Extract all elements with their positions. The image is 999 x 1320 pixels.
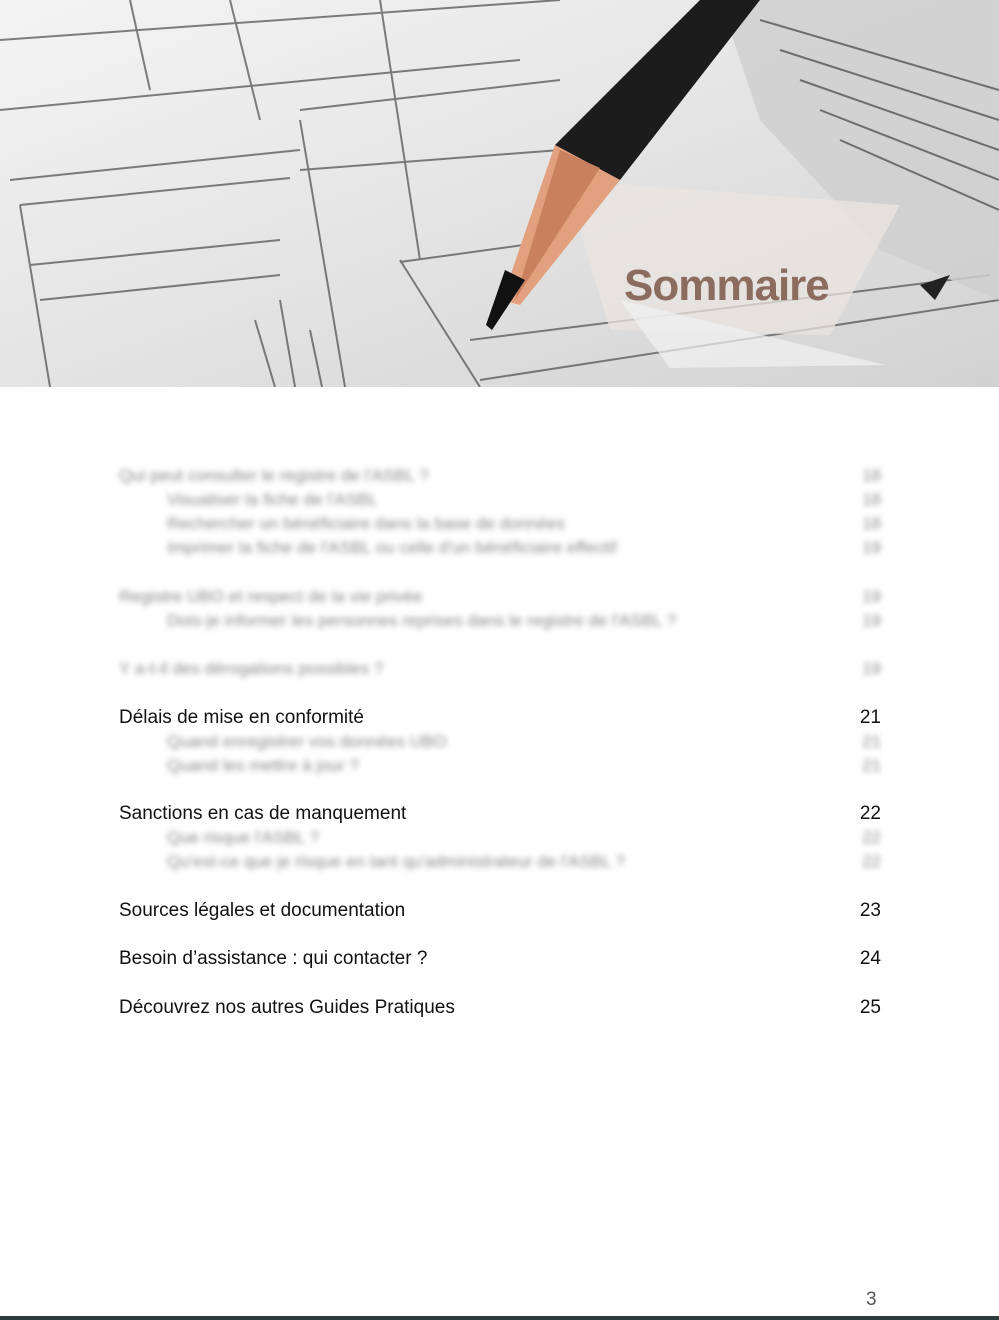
toc-entry[interactable] bbox=[119, 657, 881, 681]
toc-entry[interactable] bbox=[119, 464, 881, 488]
toc-spacer bbox=[119, 633, 881, 658]
toc-spacer bbox=[119, 923, 881, 948]
toc-subentry-page: 21 bbox=[862, 755, 881, 775]
toc-subentry-label: Quand enregistrer vos données UBO bbox=[167, 731, 447, 751]
toc-subentry-page: 18 bbox=[862, 490, 881, 509]
toc-spacer bbox=[119, 681, 881, 706]
toc-subentry-label: Dois-je informer les personnes reprises dans le registre de l'ASBL ? bbox=[167, 610, 677, 630]
toc-subentry-label: Visualiser la fiche de l'ASBL bbox=[167, 490, 378, 509]
toc-spacer bbox=[119, 560, 881, 585]
toc-entry[interactable] bbox=[119, 802, 881, 826]
toc-entry-page: 19 bbox=[862, 586, 881, 606]
toc-subentry-label: Que risque l'ASBL ? bbox=[167, 828, 319, 847]
toc-subentry[interactable] bbox=[119, 488, 881, 512]
toc-subentry-page: 19 bbox=[862, 538, 881, 557]
toc-subentry[interactable] bbox=[119, 850, 881, 874]
toc-spacer bbox=[119, 971, 881, 996]
toc-subentry[interactable] bbox=[119, 536, 881, 560]
table-of-contents bbox=[119, 464, 881, 1020]
blueprint-illustration bbox=[0, 0, 999, 387]
toc-subentry-label: Qu'est-ce que je risque en tant qu'administrateur de l'ASBL ? bbox=[167, 852, 625, 871]
header-photo bbox=[0, 0, 999, 387]
toc-subentry-page: 22 bbox=[862, 852, 881, 871]
page-number: 3 bbox=[866, 1289, 877, 1310]
toc-entry-label: Besoin d’assistance : qui contacter ? bbox=[119, 948, 428, 969]
toc-subentry-page: 22 bbox=[862, 828, 881, 847]
toc-subentry[interactable] bbox=[119, 512, 881, 536]
toc-entry[interactable] bbox=[119, 899, 881, 923]
toc-entry-label: Découvrez nos autres Guides Pratiques bbox=[119, 996, 455, 1018]
toc-entry-label: Sources légales et documentation bbox=[119, 899, 406, 921]
toc-subentry[interactable] bbox=[119, 730, 881, 754]
toc-subentry-label: Rechercher un bénéficiaire dans la base de données bbox=[167, 514, 565, 533]
toc-entry-page: 21 bbox=[859, 706, 881, 728]
toc-subentry[interactable] bbox=[119, 754, 881, 778]
toc-entry-label: Registre UBO et respect de la vie privée bbox=[119, 586, 423, 606]
toc-entry[interactable] bbox=[119, 996, 881, 1020]
toc-subentry-label: Imprimer la fiche de l'ASBL ou celle d'un bénéficiaire effectif bbox=[167, 538, 617, 557]
toc-entry-page: 18 bbox=[862, 466, 881, 485]
toc-subentry-page: 18 bbox=[862, 514, 881, 533]
toc-entry-label: Sanctions en cas de manquement bbox=[119, 803, 407, 824]
toc-entry[interactable] bbox=[119, 585, 881, 609]
toc-spacer bbox=[119, 778, 881, 803]
toc-entry-page: 24 bbox=[859, 948, 881, 969]
toc-entry-label: Y a-t-il des dérogations possibles ? bbox=[119, 659, 384, 678]
toc-subentry-label: Quand les mettre à jour ? bbox=[167, 755, 359, 775]
toc-entry-page: 19 bbox=[862, 659, 881, 678]
page-title: Sommaire bbox=[624, 261, 829, 310]
toc-subentry[interactable] bbox=[119, 609, 881, 633]
toc-subentry-page: 19 bbox=[862, 610, 881, 630]
toc-entry-page: 25 bbox=[859, 996, 881, 1018]
toc-entry-label: Délais de mise en conformité bbox=[119, 706, 364, 728]
footer-bar bbox=[0, 1316, 999, 1320]
toc-entry[interactable] bbox=[119, 706, 881, 730]
toc-entry-label: Qui peut consulter le registre de l'ASBL ? bbox=[119, 466, 429, 485]
toc-spacer bbox=[119, 874, 881, 899]
toc-subentry[interactable] bbox=[119, 826, 881, 850]
toc-entry-page: 23 bbox=[859, 899, 881, 921]
toc-entry[interactable] bbox=[119, 947, 881, 971]
toc-entry-page: 22 bbox=[859, 803, 881, 824]
toc-subentry-page: 21 bbox=[862, 731, 881, 751]
